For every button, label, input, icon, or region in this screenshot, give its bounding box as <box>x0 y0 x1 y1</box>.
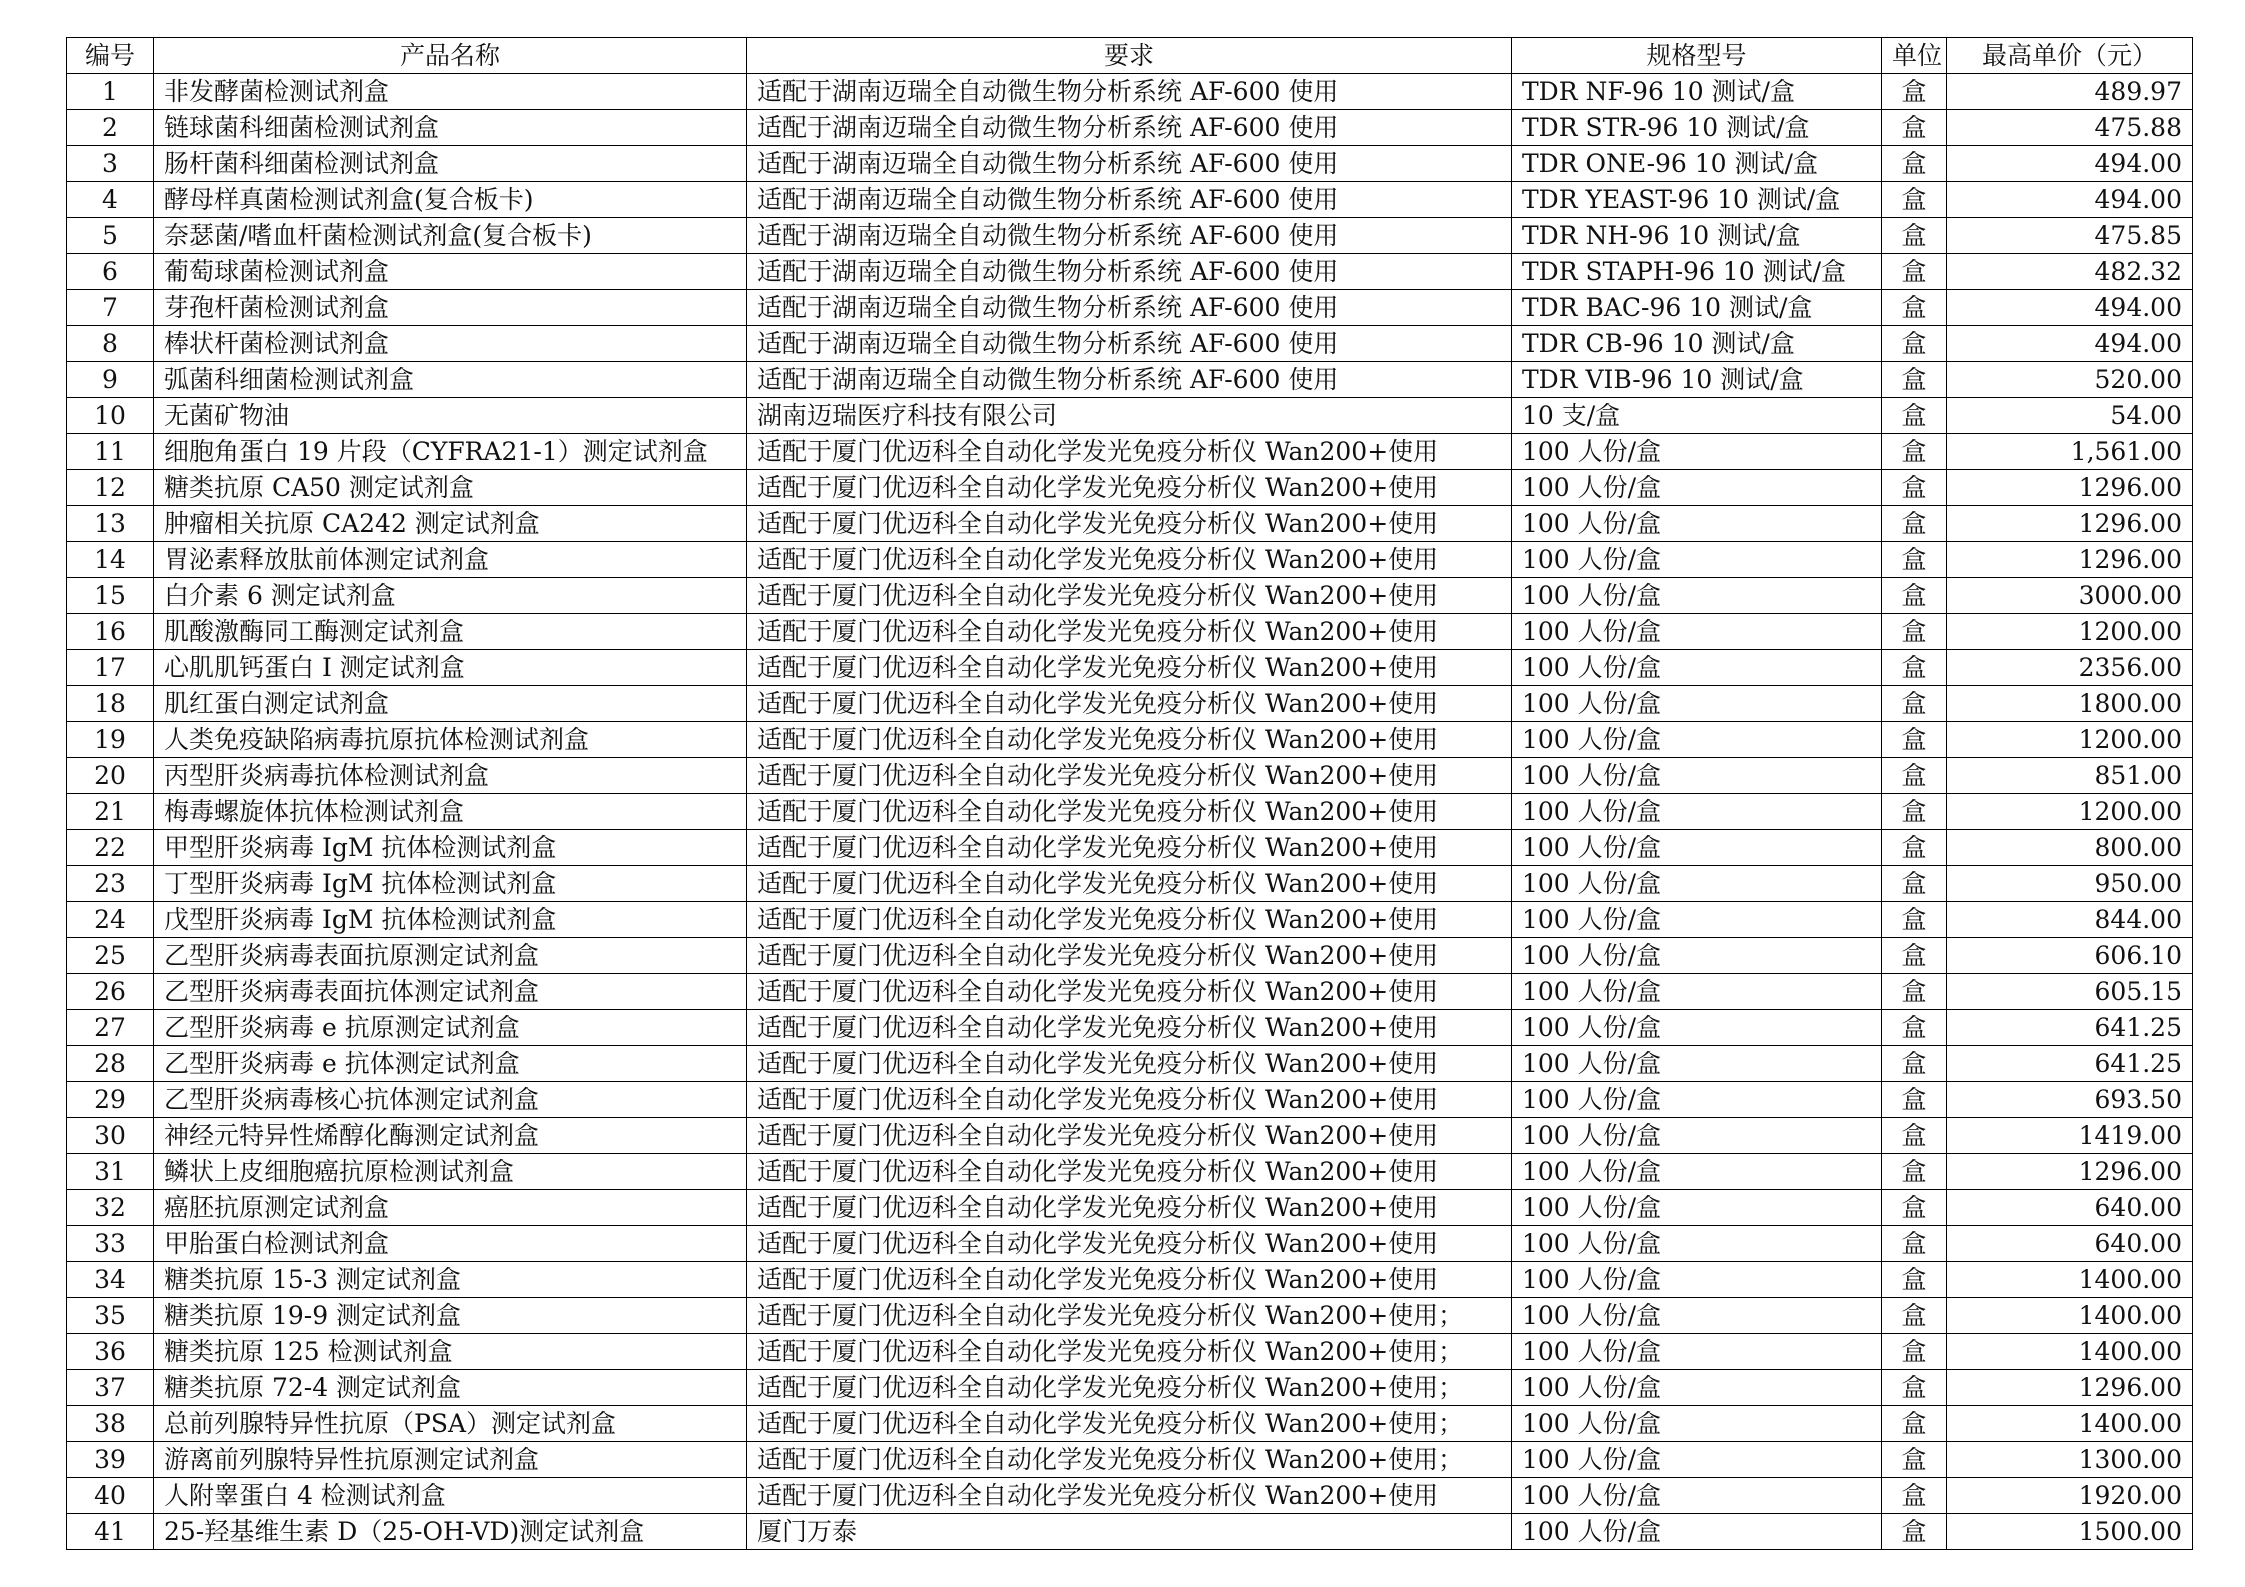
cell-unit: 盒 <box>1882 1046 1947 1082</box>
cell-unit: 盒 <box>1882 794 1947 830</box>
cell-number: 29 <box>67 1082 154 1118</box>
cell-number: 18 <box>67 686 154 722</box>
cell-product-name: 甲型肝炎病毒 IgM 抗体检测试剂盒 <box>154 830 747 866</box>
table-row <box>67 1334 2193 1370</box>
cell-product-name: 人附睾蛋白 4 检测试剂盒 <box>154 1478 747 1514</box>
cell-product-name: 肠杆菌科细菌检测试剂盒 <box>154 146 747 182</box>
table-row <box>67 1478 2193 1514</box>
table-row <box>67 902 2193 938</box>
cell-specification: 100 人份/盒 <box>1512 722 1882 758</box>
cell-max-price: 520.00 <box>1947 362 2193 398</box>
cell-max-price: 1400.00 <box>1947 1334 2193 1370</box>
cell-specification: 10 支/盒 <box>1512 398 1882 434</box>
cell-requirement: 厦门万泰 <box>747 1514 1512 1550</box>
cell-unit: 盒 <box>1882 434 1947 470</box>
cell-number: 5 <box>67 218 154 254</box>
cell-max-price: 1296.00 <box>1947 470 2193 506</box>
cell-requirement: 适配于厦门优迈科全自动化学发光免疫分析仪 Wan200+使用 <box>747 938 1512 974</box>
cell-unit: 盒 <box>1882 1298 1947 1334</box>
cell-max-price: 1296.00 <box>1947 542 2193 578</box>
cell-unit: 盒 <box>1882 470 1947 506</box>
cell-specification: 100 人份/盒 <box>1512 1082 1882 1118</box>
cell-number: 30 <box>67 1118 154 1154</box>
cell-unit: 盒 <box>1882 1118 1947 1154</box>
cell-unit: 盒 <box>1882 326 1947 362</box>
cell-max-price: 1200.00 <box>1947 614 2193 650</box>
cell-max-price: 494.00 <box>1947 290 2193 326</box>
cell-product-name: 鳞状上皮细胞癌抗原检测试剂盒 <box>154 1154 747 1190</box>
cell-product-name: 酵母样真菌检测试剂盒(复合板卡) <box>154 182 747 218</box>
cell-product-name: 乙型肝炎病毒表面抗原测定试剂盒 <box>154 938 747 974</box>
table-row <box>67 110 2193 146</box>
cell-unit: 盒 <box>1882 254 1947 290</box>
table-row <box>67 254 2193 290</box>
cell-max-price: 494.00 <box>1947 146 2193 182</box>
cell-specification: 100 人份/盒 <box>1512 1046 1882 1082</box>
cell-unit: 盒 <box>1882 614 1947 650</box>
cell-number: 27 <box>67 1010 154 1046</box>
cell-number: 10 <box>67 398 154 434</box>
cell-unit: 盒 <box>1882 1154 1947 1190</box>
cell-unit: 盒 <box>1882 1514 1947 1550</box>
cell-unit: 盒 <box>1882 146 1947 182</box>
cell-number: 3 <box>67 146 154 182</box>
table-row <box>67 1082 2193 1118</box>
cell-unit: 盒 <box>1882 830 1947 866</box>
table-row <box>67 1118 2193 1154</box>
cell-unit: 盒 <box>1882 398 1947 434</box>
cell-number: 38 <box>67 1406 154 1442</box>
cell-max-price: 640.00 <box>1947 1190 2193 1226</box>
cell-number: 21 <box>67 794 154 830</box>
cell-number: 15 <box>67 578 154 614</box>
cell-product-name: 丙型肝炎病毒抗体检测试剂盒 <box>154 758 747 794</box>
cell-specification: 100 人份/盒 <box>1512 758 1882 794</box>
cell-number: 24 <box>67 902 154 938</box>
cell-product-name: 丁型肝炎病毒 IgM 抗体检测试剂盒 <box>154 866 747 902</box>
cell-unit: 盒 <box>1882 290 1947 326</box>
cell-max-price: 1200.00 <box>1947 722 2193 758</box>
cell-requirement: 适配于厦门优迈科全自动化学发光免疫分析仪 Wan200+使用； <box>747 1334 1512 1370</box>
table-row <box>67 830 2193 866</box>
cell-specification: TDR STAPH-96 10 测试/盒 <box>1512 254 1882 290</box>
cell-product-name: 乙型肝炎病毒表面抗体测定试剂盒 <box>154 974 747 1010</box>
cell-max-price: 3000.00 <box>1947 578 2193 614</box>
cell-number: 40 <box>67 1478 154 1514</box>
table-row <box>67 74 2193 110</box>
cell-requirement: 适配于厦门优迈科全自动化学发光免疫分析仪 Wan200+使用； <box>747 1442 1512 1478</box>
cell-number: 8 <box>67 326 154 362</box>
table-row <box>67 542 2193 578</box>
cell-requirement: 适配于厦门优迈科全自动化学发光免疫分析仪 Wan200+使用 <box>747 1118 1512 1154</box>
cell-product-name: 葡萄球菌检测试剂盒 <box>154 254 747 290</box>
cell-requirement: 适配于厦门优迈科全自动化学发光免疫分析仪 Wan200+使用 <box>747 1154 1512 1190</box>
cell-number: 23 <box>67 866 154 902</box>
cell-product-name: 神经元特异性烯醇化酶测定试剂盒 <box>154 1118 747 1154</box>
cell-requirement: 适配于湖南迈瑞全自动微生物分析系统 AF-600 使用 <box>747 146 1512 182</box>
table-row <box>67 1226 2193 1262</box>
cell-number: 19 <box>67 722 154 758</box>
cell-specification: 100 人份/盒 <box>1512 1262 1882 1298</box>
cell-number: 20 <box>67 758 154 794</box>
cell-unit: 盒 <box>1882 758 1947 794</box>
cell-max-price: 605.15 <box>1947 974 2193 1010</box>
table-body <box>67 74 2193 1550</box>
cell-unit: 盒 <box>1882 1478 1947 1514</box>
cell-product-name: 心肌肌钙蛋白 I 测定试剂盒 <box>154 650 747 686</box>
cell-unit: 盒 <box>1882 1190 1947 1226</box>
cell-specification: 100 人份/盒 <box>1512 830 1882 866</box>
cell-product-name: 糖类抗原 72-4 测定试剂盒 <box>154 1370 747 1406</box>
table-row <box>67 614 2193 650</box>
cell-number: 39 <box>67 1442 154 1478</box>
cell-specification: 100 人份/盒 <box>1512 506 1882 542</box>
cell-product-name: 糖类抗原 125 检测试剂盒 <box>154 1334 747 1370</box>
cell-product-name: 棒状杆菌检测试剂盒 <box>154 326 747 362</box>
table-row <box>67 938 2193 974</box>
cell-max-price: 844.00 <box>1947 902 2193 938</box>
cell-number: 7 <box>67 290 154 326</box>
cell-product-name: 链球菌科细菌检测试剂盒 <box>154 110 747 146</box>
cell-product-name: 芽孢杆菌检测试剂盒 <box>154 290 747 326</box>
header-row <box>67 38 2193 74</box>
cell-specification: 100 人份/盒 <box>1512 1298 1882 1334</box>
cell-unit: 盒 <box>1882 1334 1947 1370</box>
cell-unit: 盒 <box>1882 1442 1947 1478</box>
cell-product-name: 白介素 6 测定试剂盒 <box>154 578 747 614</box>
cell-max-price: 1296.00 <box>1947 1154 2193 1190</box>
cell-unit: 盒 <box>1882 74 1947 110</box>
cell-specification: 100 人份/盒 <box>1512 1478 1882 1514</box>
cell-max-price: 1,561.00 <box>1947 434 2193 470</box>
table-row <box>67 578 2193 614</box>
cell-max-price: 1200.00 <box>1947 794 2193 830</box>
cell-specification: 100 人份/盒 <box>1512 542 1882 578</box>
cell-max-price: 489.97 <box>1947 74 2193 110</box>
header-unit: 单位 <box>1882 38 1947 74</box>
cell-unit: 盒 <box>1882 866 1947 902</box>
cell-specification: 100 人份/盒 <box>1512 794 1882 830</box>
cell-product-name: 胃泌素释放肽前体测定试剂盒 <box>154 542 747 578</box>
table-row <box>67 1262 2193 1298</box>
cell-product-name: 弧菌科细菌检测试剂盒 <box>154 362 747 398</box>
table-row <box>67 1406 2193 1442</box>
cell-unit: 盒 <box>1882 218 1947 254</box>
cell-requirement: 适配于厦门优迈科全自动化学发光免疫分析仪 Wan200+使用 <box>747 614 1512 650</box>
table-row <box>67 218 2193 254</box>
cell-unit: 盒 <box>1882 1262 1947 1298</box>
cell-requirement: 适配于厦门优迈科全自动化学发光免疫分析仪 Wan200+使用 <box>747 794 1512 830</box>
cell-specification: TDR BAC-96 10 测试/盒 <box>1512 290 1882 326</box>
cell-unit: 盒 <box>1882 974 1947 1010</box>
cell-requirement: 适配于湖南迈瑞全自动微生物分析系统 AF-600 使用 <box>747 110 1512 146</box>
cell-requirement: 适配于厦门优迈科全自动化学发光免疫分析仪 Wan200+使用 <box>747 758 1512 794</box>
cell-max-price: 494.00 <box>1947 326 2193 362</box>
cell-product-name: 戊型肝炎病毒 IgM 抗体检测试剂盒 <box>154 902 747 938</box>
cell-max-price: 482.32 <box>1947 254 2193 290</box>
cell-max-price: 1500.00 <box>1947 1514 2193 1550</box>
table-row <box>67 722 2193 758</box>
cell-number: 12 <box>67 470 154 506</box>
cell-max-price: 641.25 <box>1947 1046 2193 1082</box>
cell-unit: 盒 <box>1882 1082 1947 1118</box>
cell-unit: 盒 <box>1882 1406 1947 1442</box>
cell-max-price: 851.00 <box>1947 758 2193 794</box>
header-product-name: 产品名称 <box>154 38 747 74</box>
header-number: 编号 <box>67 38 154 74</box>
cell-product-name: 乙型肝炎病毒核心抗体测定试剂盒 <box>154 1082 747 1118</box>
cell-specification: 100 人份/盒 <box>1512 1334 1882 1370</box>
cell-max-price: 2356.00 <box>1947 650 2193 686</box>
cell-specification: 100 人份/盒 <box>1512 1442 1882 1478</box>
cell-requirement: 适配于厦门优迈科全自动化学发光免疫分析仪 Wan200+使用 <box>747 650 1512 686</box>
cell-requirement: 适配于厦门优迈科全自动化学发光免疫分析仪 Wan200+使用 <box>747 1190 1512 1226</box>
cell-requirement: 适配于湖南迈瑞全自动微生物分析系统 AF-600 使用 <box>747 362 1512 398</box>
cell-number: 28 <box>67 1046 154 1082</box>
cell-requirement: 适配于厦门优迈科全自动化学发光免疫分析仪 Wan200+使用 <box>747 1262 1512 1298</box>
cell-number: 4 <box>67 182 154 218</box>
cell-specification: 100 人份/盒 <box>1512 650 1882 686</box>
cell-requirement: 适配于湖南迈瑞全自动微生物分析系统 AF-600 使用 <box>747 218 1512 254</box>
cell-max-price: 475.85 <box>1947 218 2193 254</box>
cell-product-name: 癌胚抗原测定试剂盒 <box>154 1190 747 1226</box>
cell-specification: 100 人份/盒 <box>1512 1370 1882 1406</box>
cell-number: 36 <box>67 1334 154 1370</box>
cell-requirement: 适配于湖南迈瑞全自动微生物分析系统 AF-600 使用 <box>747 182 1512 218</box>
cell-max-price: 494.00 <box>1947 182 2193 218</box>
table-row <box>67 182 2193 218</box>
cell-max-price: 1400.00 <box>1947 1406 2193 1442</box>
table-row <box>67 1190 2193 1226</box>
header-specification: 规格型号 <box>1512 38 1882 74</box>
table-row <box>67 398 2193 434</box>
table-row <box>67 866 2193 902</box>
cell-specification: TDR NH-96 10 测试/盒 <box>1512 218 1882 254</box>
cell-max-price: 1296.00 <box>1947 506 2193 542</box>
table-row <box>67 506 2193 542</box>
cell-max-price: 693.50 <box>1947 1082 2193 1118</box>
cell-specification: 100 人份/盒 <box>1512 1010 1882 1046</box>
cell-specification: 100 人份/盒 <box>1512 614 1882 650</box>
cell-requirement: 适配于湖南迈瑞全自动微生物分析系统 AF-600 使用 <box>747 326 1512 362</box>
cell-requirement: 适配于厦门优迈科全自动化学发光免疫分析仪 Wan200+使用 <box>747 974 1512 1010</box>
cell-requirement: 适配于厦门优迈科全自动化学发光免疫分析仪 Wan200+使用 <box>747 470 1512 506</box>
cell-max-price: 606.10 <box>1947 938 2193 974</box>
cell-max-price: 1400.00 <box>1947 1262 2193 1298</box>
cell-max-price: 1300.00 <box>1947 1442 2193 1478</box>
cell-requirement: 适配于厦门优迈科全自动化学发光免疫分析仪 Wan200+使用 <box>747 434 1512 470</box>
cell-number: 25 <box>67 938 154 974</box>
cell-number: 9 <box>67 362 154 398</box>
cell-unit: 盒 <box>1882 938 1947 974</box>
cell-requirement: 适配于厦门优迈科全自动化学发光免疫分析仪 Wan200+使用 <box>747 686 1512 722</box>
cell-number: 41 <box>67 1514 154 1550</box>
cell-specification: 100 人份/盒 <box>1512 902 1882 938</box>
cell-specification: 100 人份/盒 <box>1512 434 1882 470</box>
cell-number: 32 <box>67 1190 154 1226</box>
cell-number: 16 <box>67 614 154 650</box>
cell-specification: 100 人份/盒 <box>1512 1226 1882 1262</box>
cell-specification: 100 人份/盒 <box>1512 1118 1882 1154</box>
cell-max-price: 1419.00 <box>1947 1118 2193 1154</box>
cell-number: 22 <box>67 830 154 866</box>
cell-specification: 100 人份/盒 <box>1512 686 1882 722</box>
cell-requirement: 适配于厦门优迈科全自动化学发光免疫分析仪 Wan200+使用 <box>747 722 1512 758</box>
cell-specification: 100 人份/盒 <box>1512 578 1882 614</box>
table-row <box>67 794 2193 830</box>
cell-number: 31 <box>67 1154 154 1190</box>
cell-product-name: 糖类抗原 19-9 测定试剂盒 <box>154 1298 747 1334</box>
cell-specification: 100 人份/盒 <box>1512 470 1882 506</box>
cell-product-name: 细胞角蛋白 19 片段（CYFRA21-1）测定试剂盒 <box>154 434 747 470</box>
cell-unit: 盒 <box>1882 110 1947 146</box>
table-row <box>67 1010 2193 1046</box>
cell-unit: 盒 <box>1882 902 1947 938</box>
header-requirement: 要求 <box>747 38 1512 74</box>
cell-specification: 100 人份/盒 <box>1512 938 1882 974</box>
cell-number: 6 <box>67 254 154 290</box>
cell-unit: 盒 <box>1882 1010 1947 1046</box>
cell-requirement: 适配于湖南迈瑞全自动微生物分析系统 AF-600 使用 <box>747 254 1512 290</box>
cell-max-price: 1400.00 <box>1947 1298 2193 1334</box>
cell-number: 33 <box>67 1226 154 1262</box>
cell-product-name: 肌红蛋白测定试剂盒 <box>154 686 747 722</box>
cell-max-price: 950.00 <box>1947 866 2193 902</box>
cell-specification: TDR CB-96 10 测试/盒 <box>1512 326 1882 362</box>
cell-max-price: 475.88 <box>1947 110 2193 146</box>
cell-requirement: 适配于厦门优迈科全自动化学发光免疫分析仪 Wan200+使用 <box>747 866 1512 902</box>
cell-number: 34 <box>67 1262 154 1298</box>
cell-product-name: 肿瘤相关抗原 CA242 测定试剂盒 <box>154 506 747 542</box>
cell-product-name: 总前列腺特异性抗原（PSA）测定试剂盒 <box>154 1406 747 1442</box>
cell-requirement: 适配于厦门优迈科全自动化学发光免疫分析仪 Wan200+使用； <box>747 1298 1512 1334</box>
cell-number: 35 <box>67 1298 154 1334</box>
table-row <box>67 686 2193 722</box>
cell-requirement: 适配于厦门优迈科全自动化学发光免疫分析仪 Wan200+使用 <box>747 1010 1512 1046</box>
table-row <box>67 758 2193 794</box>
table-row <box>67 1154 2193 1190</box>
cell-number: 1 <box>67 74 154 110</box>
cell-unit: 盒 <box>1882 578 1947 614</box>
cell-requirement: 适配于厦门优迈科全自动化学发光免疫分析仪 Wan200+使用 <box>747 1046 1512 1082</box>
cell-specification: TDR NF-96 10 测试/盒 <box>1512 74 1882 110</box>
table-row <box>67 1442 2193 1478</box>
cell-product-name: 糖类抗原 CA50 测定试剂盒 <box>154 470 747 506</box>
table-row <box>67 470 2193 506</box>
table-row <box>67 326 2193 362</box>
cell-product-name: 乙型肝炎病毒 e 抗原测定试剂盒 <box>154 1010 747 1046</box>
table-row <box>67 1370 2193 1406</box>
cell-specification: 100 人份/盒 <box>1512 1514 1882 1550</box>
cell-max-price: 641.25 <box>1947 1010 2193 1046</box>
cell-product-name: 甲胎蛋白检测试剂盒 <box>154 1226 747 1262</box>
cell-number: 26 <box>67 974 154 1010</box>
cell-requirement: 适配于厦门优迈科全自动化学发光免疫分析仪 Wan200+使用 <box>747 1226 1512 1262</box>
cell-unit: 盒 <box>1882 722 1947 758</box>
cell-unit: 盒 <box>1882 686 1947 722</box>
cell-requirement: 适配于厦门优迈科全自动化学发光免疫分析仪 Wan200+使用 <box>747 506 1512 542</box>
cell-specification: 100 人份/盒 <box>1512 866 1882 902</box>
cell-unit: 盒 <box>1882 506 1947 542</box>
cell-specification: TDR VIB-96 10 测试/盒 <box>1512 362 1882 398</box>
cell-specification: TDR YEAST-96 10 测试/盒 <box>1512 182 1882 218</box>
cell-specification: 100 人份/盒 <box>1512 1190 1882 1226</box>
cell-unit: 盒 <box>1882 1226 1947 1262</box>
cell-number: 13 <box>67 506 154 542</box>
cell-product-name: 糖类抗原 15-3 测定试剂盒 <box>154 1262 747 1298</box>
cell-number: 2 <box>67 110 154 146</box>
cell-requirement: 湖南迈瑞医疗科技有限公司 <box>747 398 1512 434</box>
cell-unit: 盒 <box>1882 650 1947 686</box>
cell-unit: 盒 <box>1882 542 1947 578</box>
header-max-price: 最高单价（元） <box>1947 38 2193 74</box>
cell-requirement: 适配于厦门优迈科全自动化学发光免疫分析仪 Wan200+使用； <box>747 1406 1512 1442</box>
cell-product-name: 25-羟基维生素 D（25-OH-VD)测定试剂盒 <box>154 1514 747 1550</box>
table-row <box>67 1514 2193 1550</box>
cell-product-name: 游离前列腺特异性抗原测定试剂盒 <box>154 1442 747 1478</box>
table-row <box>67 290 2193 326</box>
cell-specification: TDR ONE-96 10 测试/盒 <box>1512 146 1882 182</box>
table-row <box>67 1298 2193 1334</box>
cell-max-price: 640.00 <box>1947 1226 2193 1262</box>
cell-product-name: 梅毒螺旋体抗体检测试剂盒 <box>154 794 747 830</box>
cell-requirement: 适配于厦门优迈科全自动化学发光免疫分析仪 Wan200+使用 <box>747 1082 1512 1118</box>
cell-product-name: 无菌矿物油 <box>154 398 747 434</box>
cell-product-name: 奈瑟菌/嗜血杆菌检测试剂盒(复合板卡) <box>154 218 747 254</box>
cell-specification: TDR STR-96 10 测试/盒 <box>1512 110 1882 146</box>
cell-requirement: 适配于湖南迈瑞全自动微生物分析系统 AF-600 使用 <box>747 290 1512 326</box>
table-row <box>67 1046 2193 1082</box>
cell-max-price: 1800.00 <box>1947 686 2193 722</box>
cell-number: 11 <box>67 434 154 470</box>
cell-requirement: 适配于厦门优迈科全自动化学发光免疫分析仪 Wan200+使用 <box>747 830 1512 866</box>
table-row <box>67 146 2193 182</box>
cell-product-name: 肌酸激酶同工酶测定试剂盒 <box>154 614 747 650</box>
cell-product-name: 乙型肝炎病毒 e 抗体测定试剂盒 <box>154 1046 747 1082</box>
cell-requirement: 适配于厦门优迈科全自动化学发光免疫分析仪 Wan200+使用 <box>747 902 1512 938</box>
cell-number: 17 <box>67 650 154 686</box>
cell-requirement: 适配于厦门优迈科全自动化学发光免疫分析仪 Wan200+使用 <box>747 542 1512 578</box>
cell-max-price: 800.00 <box>1947 830 2193 866</box>
cell-number: 14 <box>67 542 154 578</box>
cell-number: 37 <box>67 1370 154 1406</box>
cell-specification: 100 人份/盒 <box>1512 1406 1882 1442</box>
cell-specification: 100 人份/盒 <box>1512 974 1882 1010</box>
table-row <box>67 362 2193 398</box>
cell-max-price: 1296.00 <box>1947 1370 2193 1406</box>
cell-specification: 100 人份/盒 <box>1512 1154 1882 1190</box>
table-row <box>67 974 2193 1010</box>
cell-requirement: 适配于厦门优迈科全自动化学发光免疫分析仪 Wan200+使用； <box>747 1370 1512 1406</box>
cell-max-price: 1920.00 <box>1947 1478 2193 1514</box>
cell-unit: 盒 <box>1882 362 1947 398</box>
price-table <box>66 37 2193 1550</box>
table-row <box>67 434 2193 470</box>
cell-unit: 盒 <box>1882 1370 1947 1406</box>
cell-requirement: 适配于厦门优迈科全自动化学发光免疫分析仪 Wan200+使用 <box>747 1478 1512 1514</box>
cell-requirement: 适配于厦门优迈科全自动化学发光免疫分析仪 Wan200+使用 <box>747 578 1512 614</box>
cell-max-price: 54.00 <box>1947 398 2193 434</box>
cell-requirement: 适配于湖南迈瑞全自动微生物分析系统 AF-600 使用 <box>747 74 1512 110</box>
cell-unit: 盒 <box>1882 182 1947 218</box>
cell-product-name: 人类免疫缺陷病毒抗原抗体检测试剂盒 <box>154 722 747 758</box>
table-row <box>67 650 2193 686</box>
cell-product-name: 非发酵菌检测试剂盒 <box>154 74 747 110</box>
